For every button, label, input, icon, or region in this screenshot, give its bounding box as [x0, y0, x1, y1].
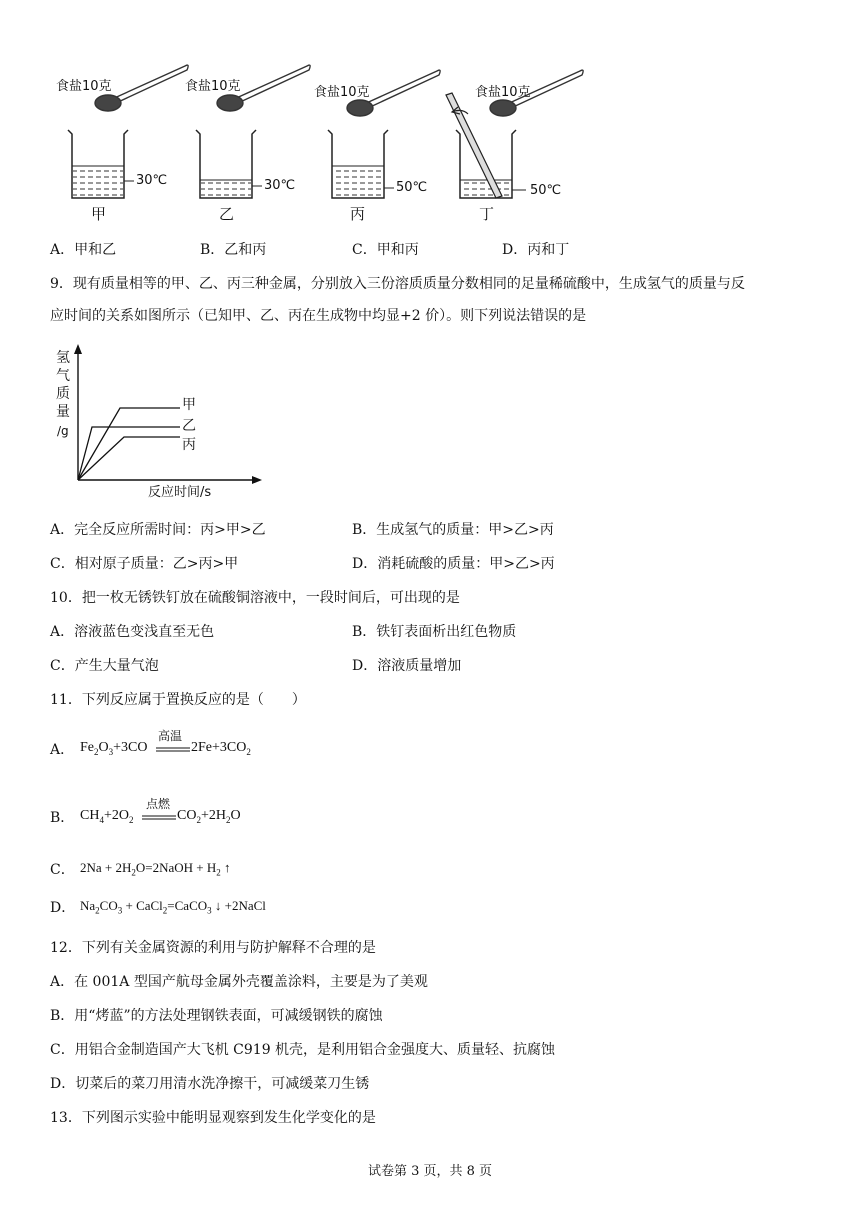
- spoon-label-4: 食盐10克: [475, 85, 531, 100]
- y-label-1: 氢: [56, 350, 70, 366]
- legend-yi: 乙: [182, 418, 196, 434]
- q11-stem: 11．下列反应属于置换反应的是（ ）: [50, 692, 306, 708]
- q12-option-c[interactable]: C．用铝合金制造国产大飞机 C919 机壳，是利用铝合金强度大、质量轻、抗腐蚀: [50, 1042, 556, 1058]
- y-label-4: 量: [56, 404, 70, 420]
- q8-option-c[interactable]: C．甲和丙: [352, 242, 419, 258]
- q10-option-c[interactable]: C．产生大量气泡: [50, 658, 159, 674]
- q9-option-b[interactable]: B．生成氢气的质量：甲>乙>丙: [352, 522, 554, 538]
- beaker-temp-3: 50℃: [396, 180, 428, 195]
- x-axis-label: 反应时间/s: [148, 485, 212, 500]
- q11-option-b-condition: 点燃: [146, 797, 171, 811]
- q12-option-d[interactable]: D．切菜后的菜刀用清水洗净擦干，可减缓菜刀生锈: [50, 1076, 370, 1092]
- beaker-label-1: 甲: [91, 205, 107, 223]
- spoon-label-3: 食盐10克: [314, 85, 370, 100]
- q9-stem-line1: 9．现有质量相等的甲、乙、丙三种金属，分别放入三份溶质质量分数相同的足量稀硫酸中，生成氢气的质量与反: [50, 276, 745, 292]
- q9-option-d[interactable]: D．消耗硫酸的质量：甲>乙>丙: [352, 556, 555, 572]
- q9-stem-line2: 应时间的关系如图所示（已知甲、乙、丙在生成物中均显+2 价）。则下列说法错误的是: [50, 308, 587, 324]
- legend-jia: 甲: [182, 397, 196, 413]
- q11-option-b-equation: $CH_4+2O_2$: [80, 808, 134, 825]
- q12-option-a[interactable]: A．在 001A 型国产航母金属外壳覆盖涂料，主要是为了美观: [50, 974, 428, 990]
- q12-option-b[interactable]: B．用“烤蓝”的方法处理钢铁表面，可减缓钢铁的腐蚀: [50, 1008, 383, 1024]
- q9-option-a[interactable]: A．完全反应所需时间：丙>甲>乙: [50, 522, 266, 538]
- q8-option-d[interactable]: D．丙和丁: [502, 242, 570, 258]
- y-label-unit: /g: [57, 424, 69, 438]
- spoon-label-1: 食盐10克: [56, 79, 112, 94]
- q8-option-b[interactable]: B．乙和丙: [200, 242, 267, 258]
- beaker-label-2: 乙: [219, 205, 235, 223]
- beaker-bing: [328, 130, 394, 198]
- beaker-label-3: 丙: [350, 205, 366, 223]
- page-footer: 试卷第 3 页，共 8 页: [367, 1164, 493, 1179]
- q13-stem: 13．下列图示实验中能明显观察到发生化学变化的是: [50, 1110, 376, 1126]
- y-label-2: 气: [56, 368, 70, 384]
- beaker-label-4: 丁: [479, 205, 495, 223]
- q10-option-b[interactable]: B．铁钉表面析出红色物质: [352, 624, 517, 640]
- q11-option-a-equals: [156, 747, 190, 753]
- q8-option-a[interactable]: A．甲和乙: [50, 242, 117, 258]
- q12-stem: 12．下列有关金属资源的利用与防护解释不合理的是: [50, 940, 376, 956]
- series-bing: [78, 437, 180, 480]
- q9-graph-svg: [40, 340, 280, 500]
- beaker-jia: [68, 130, 134, 198]
- beaker-yi: [196, 130, 262, 198]
- legend-bing: 丙: [182, 437, 196, 453]
- beaker-figure-svg: [0, 0, 860, 230]
- beaker-temp-1: 30℃: [136, 173, 168, 188]
- q10-option-a[interactable]: A．溶液蓝色变浅直至无色: [50, 624, 215, 640]
- q9-option-c[interactable]: C．相对原子质量：乙>丙>甲: [50, 556, 239, 572]
- y-label-3: 质: [56, 386, 70, 402]
- beaker-temp-4: 50℃: [530, 183, 562, 198]
- spoon-label-2: 食盐10克: [185, 79, 241, 94]
- q11-option-b-equals: [142, 815, 176, 821]
- q10-option-d[interactable]: D．溶液质量增加: [352, 658, 462, 674]
- series-jia: [78, 408, 180, 480]
- beaker-temp-2: 30℃: [264, 178, 296, 193]
- q11-option-a-condition: 高温: [158, 729, 183, 743]
- q11-option-a-equation: $Fe_2O_3+3CO$: [80, 740, 148, 757]
- q10-stem: 10．把一枚无锈铁钉放在硫酸铜溶液中，一段时间后，可出现的是: [50, 590, 460, 606]
